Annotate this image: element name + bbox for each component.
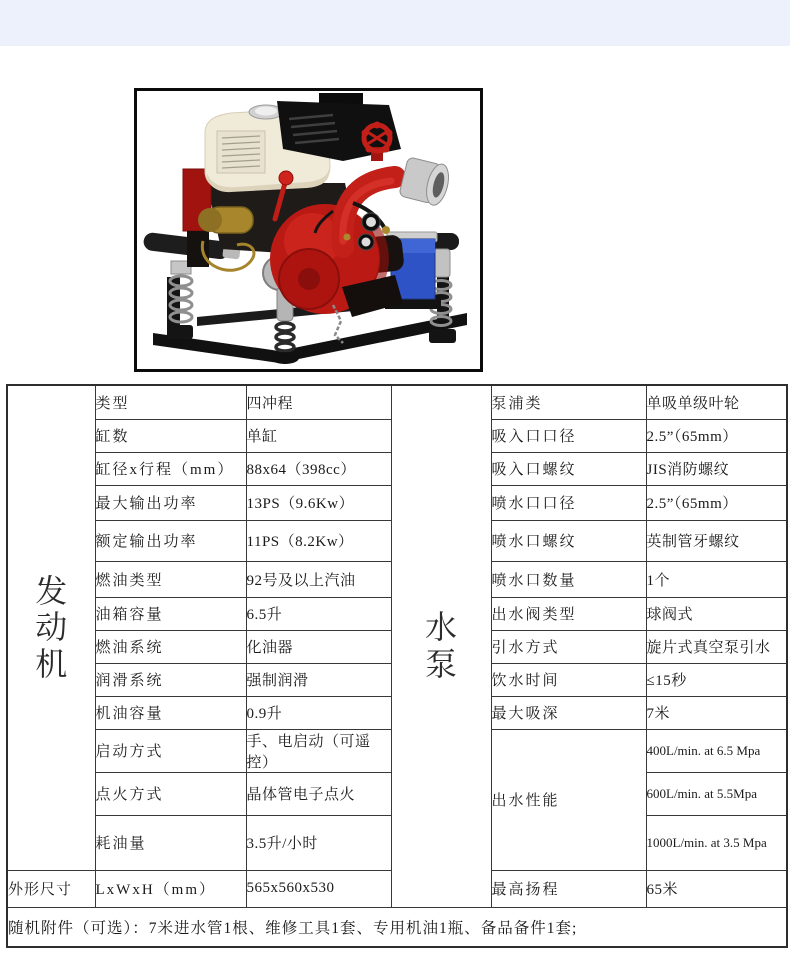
pump-performance-label: 出水性能 bbox=[491, 729, 646, 870]
pump-spec-value: 旋片式真空泵引水 bbox=[646, 630, 787, 663]
pump-spec-label: 饮水时间 bbox=[491, 663, 646, 696]
pump-spec-value: 英制管牙螺纹 bbox=[646, 520, 787, 561]
pump-spec-label: 泵浦类 bbox=[491, 385, 646, 419]
engine-spec-value: 13PS（9.6Kw） bbox=[246, 485, 391, 520]
pump-spec-value: JIS消防螺纹 bbox=[646, 452, 787, 485]
pump-spec-label: 喷水口螺纹 bbox=[491, 520, 646, 561]
pump-performance-value: 400L/min. at 6.5 Mpa bbox=[646, 729, 787, 772]
engine-spec-value: 单缸 bbox=[246, 419, 391, 452]
pump-spec-label: 引水方式 bbox=[491, 630, 646, 663]
dimensions-value: 565x560x530 bbox=[246, 870, 391, 907]
fire-pump-illustration bbox=[137, 91, 480, 369]
dimensions-label: LxWxH（mm） bbox=[95, 870, 246, 907]
pump-section-title: 水泵 bbox=[391, 385, 491, 907]
engine-spec-label: 油箱容量 bbox=[95, 597, 246, 630]
engine-spec-label: 机油容量 bbox=[95, 696, 246, 729]
engine-spec-label: 耗油量 bbox=[95, 815, 246, 870]
engine-spec-label: 润滑系统 bbox=[95, 663, 246, 696]
engine-spec-value: 强制润滑 bbox=[246, 663, 391, 696]
engine-spec-label: 燃油系统 bbox=[95, 630, 246, 663]
engine-spec-value: 晶体管电子点火 bbox=[246, 772, 391, 815]
pump-spec-value: 7米 bbox=[646, 696, 787, 729]
product-photo bbox=[134, 88, 483, 372]
engine-spec-value: 88x64（398cc） bbox=[246, 452, 391, 485]
engine-spec-label: 类型 bbox=[95, 385, 246, 419]
accessories-note: 随机附件（可选）：7米进水管1根、维修工具1套、专用机油1瓶、备品备件1套; bbox=[7, 907, 787, 947]
engine-spec-label: 燃油类型 bbox=[95, 561, 246, 597]
engine-section-title: 发动机 bbox=[7, 385, 95, 870]
engine-spec-value: 92号及以上汽油 bbox=[246, 561, 391, 597]
pump-spec-label: 喷水口口径 bbox=[491, 485, 646, 520]
engine-spec-label: 最大输出功率 bbox=[95, 485, 246, 520]
pump-performance-value: 600L/min. at 5.5Mpa bbox=[646, 772, 787, 815]
engine-spec-value: 手、电启动（可遥控） bbox=[246, 729, 391, 772]
engine-spec-value: 化油器 bbox=[246, 630, 391, 663]
pump-spec-label: 喷水口数量 bbox=[491, 561, 646, 597]
engine-spec-label: 缸数 bbox=[95, 419, 246, 452]
max-head-value: 65米 bbox=[646, 870, 787, 907]
pump-spec-label: 最大吸深 bbox=[491, 696, 646, 729]
pump-spec-label: 吸入口螺纹 bbox=[491, 452, 646, 485]
pump-spec-value: 单吸单级叶轮 bbox=[646, 385, 787, 419]
pump-spec-value: 2.5”（65mm） bbox=[646, 485, 787, 520]
pump-spec-label: 出水阀类型 bbox=[491, 597, 646, 630]
engine-spec-value: 0.9升 bbox=[246, 696, 391, 729]
top-banner bbox=[0, 0, 790, 46]
spec-table bbox=[6, 384, 788, 948]
pump-spec-value: 1个 bbox=[646, 561, 787, 597]
engine-spec-label: 启动方式 bbox=[95, 729, 246, 772]
max-head-label: 最高扬程 bbox=[491, 870, 646, 907]
pump-spec-value: ≤15秒 bbox=[646, 663, 787, 696]
pump-spec-value: 球阀式 bbox=[646, 597, 787, 630]
engine-spec-value: 6.5升 bbox=[246, 597, 391, 630]
pump-spec-label: 吸入口口径 bbox=[491, 419, 646, 452]
dimensions-category: 外形尺寸 bbox=[7, 870, 95, 907]
pump-spec-value: 2.5”（65mm） bbox=[646, 419, 787, 452]
engine-spec-value: 11PS（8.2Kw） bbox=[246, 520, 391, 561]
engine-spec-label: 点火方式 bbox=[95, 772, 246, 815]
pump-performance-value: 1000L/min. at 3.5 Mpa bbox=[646, 815, 787, 870]
engine-spec-value: 3.5升/小时 bbox=[246, 815, 391, 870]
engine-spec-label: 额定输出功率 bbox=[95, 520, 246, 561]
engine-spec-label: 缸径x行程（mm） bbox=[95, 452, 246, 485]
engine-spec-value: 四冲程 bbox=[246, 385, 391, 419]
